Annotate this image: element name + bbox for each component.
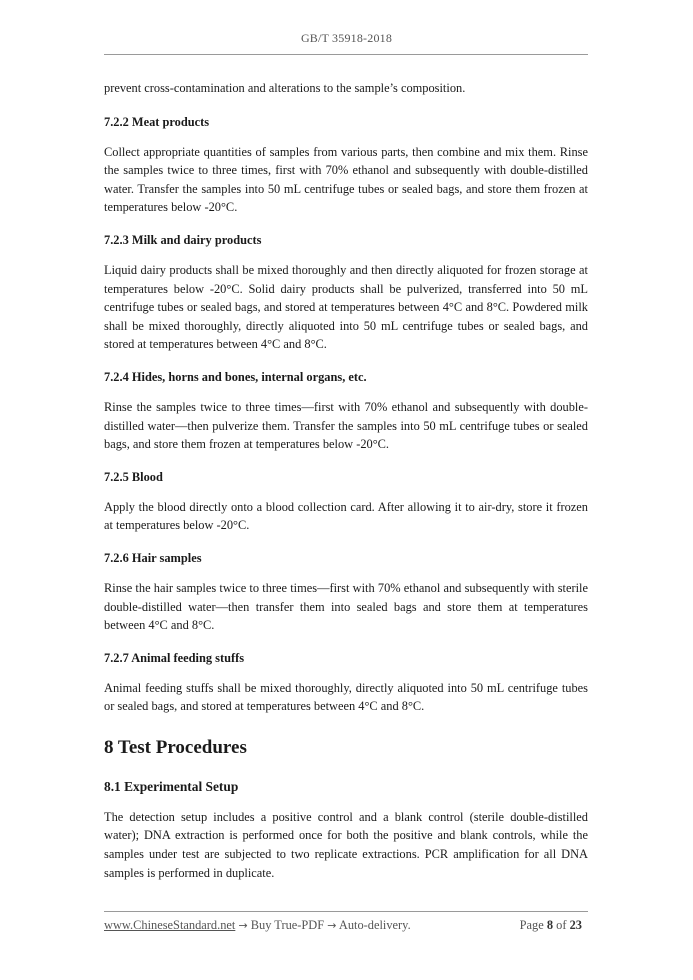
page-label: Page [519, 918, 544, 932]
section-paragraph-7-2-6: Rinse the hair samples twice to three times—first with 70% ethanol and subsequently with sterile double-distilled water—then transfer them into sealed bags and store them at temperatures between 4°C and 8°C. [104, 580, 588, 633]
arrow-right-icon: → [327, 919, 337, 932]
section-paragraph-7-2-4: Rinse the samples twice to three times—first with 70% ethanol and subsequently with double-distilled water—then pulverize them. Transfer the samples into 50 mL centrifuge tubes or sealed bags, and store them frozen at temperatures below -20°C. [104, 399, 588, 452]
section-heading-7-2-2: 7.2.2 Meat products [104, 114, 210, 129]
page-current: 8 [546, 918, 554, 932]
arrow-right-icon: → [238, 919, 248, 932]
chapter-heading-8: 8 Test Procedures [104, 736, 247, 758]
section-heading-7-2-6: 7.2.6 Hair samples [104, 550, 202, 565]
header-divider [104, 54, 588, 55]
auto-delivery-text: Auto-delivery. [338, 918, 411, 932]
section-paragraph-7-2-3: Liquid dairy products shall be mixed thoroughly and then directly aliquoted for frozen storage at temperatures below -20°C. Solid dairy products shall be pulverized, transferred into 50 mL centrifuge tubes or sealed bags, and stored at temperatures between 4°C and 8°C. Powdered milk shall be mixed thoroughly, directly aliquoted into 50 mL centrifuge tubes or sealed bags, and stored at temperatures between 4°C and 8°C. [104, 262, 588, 352]
section-heading-7-2-5: 7.2.5 Blood [104, 469, 163, 484]
page-total: 23 [569, 918, 582, 932]
section-paragraph-7-2-2: Collect appropriate quantities of samples from various parts, then combine and mix them. Rinse the samples twice to three times, first with 70% ethanol and subsequently with double-distilled water. Transfer the samples into 50 mL centrifuge tubes or sealed bags, and store them frozen at temperatures below -20°C. [104, 144, 588, 215]
section-paragraph-7-2-5: Apply the blood directly onto a blood collection card. After allowing it to air-dry, store it frozen at temperatures below -20°C. [104, 499, 588, 533]
subsection-heading-8-1: 8.1 Experimental Setup [104, 778, 239, 794]
footer-promo [104, 918, 411, 933]
subsection-paragraph-8-1: The detection setup includes a positive control and a blank control (sterile double-distilled water); DNA extraction is performed once for both the positive and blank controls, while the samples under test are subjected to two replicate extractions. PCR amplification for all DNA samples is performed in duplicate. [104, 809, 588, 880]
page-of-label: of [556, 918, 567, 932]
page-body [104, 70, 588, 882]
page-number [520, 918, 582, 933]
site-link[interactable]: www.ChineseStandard.net [104, 918, 236, 932]
section-heading-7-2-4: 7.2.4 Hides, horns and bones, internal organs, etc. [104, 369, 367, 384]
intro-continuation-paragraph: prevent cross-contamination and alterations to the sample’s composition. [104, 81, 466, 95]
buy-true-pdf-text: Buy True-PDF [250, 918, 325, 932]
section-heading-7-2-3: 7.2.3 Milk and dairy products [104, 232, 262, 247]
footer-divider [104, 911, 588, 912]
section-paragraph-7-2-7: Animal feeding stuffs shall be mixed thoroughly, directly aliquoted into 50 mL centrifuge tubes or sealed bags, and stored at temperatures between 4°C and 8°C. [104, 680, 588, 714]
section-heading-7-2-7: 7.2.7 Animal feeding stuffs [104, 650, 245, 665]
running-header-standard-code: GB/T 35918-2018 [300, 31, 393, 45]
